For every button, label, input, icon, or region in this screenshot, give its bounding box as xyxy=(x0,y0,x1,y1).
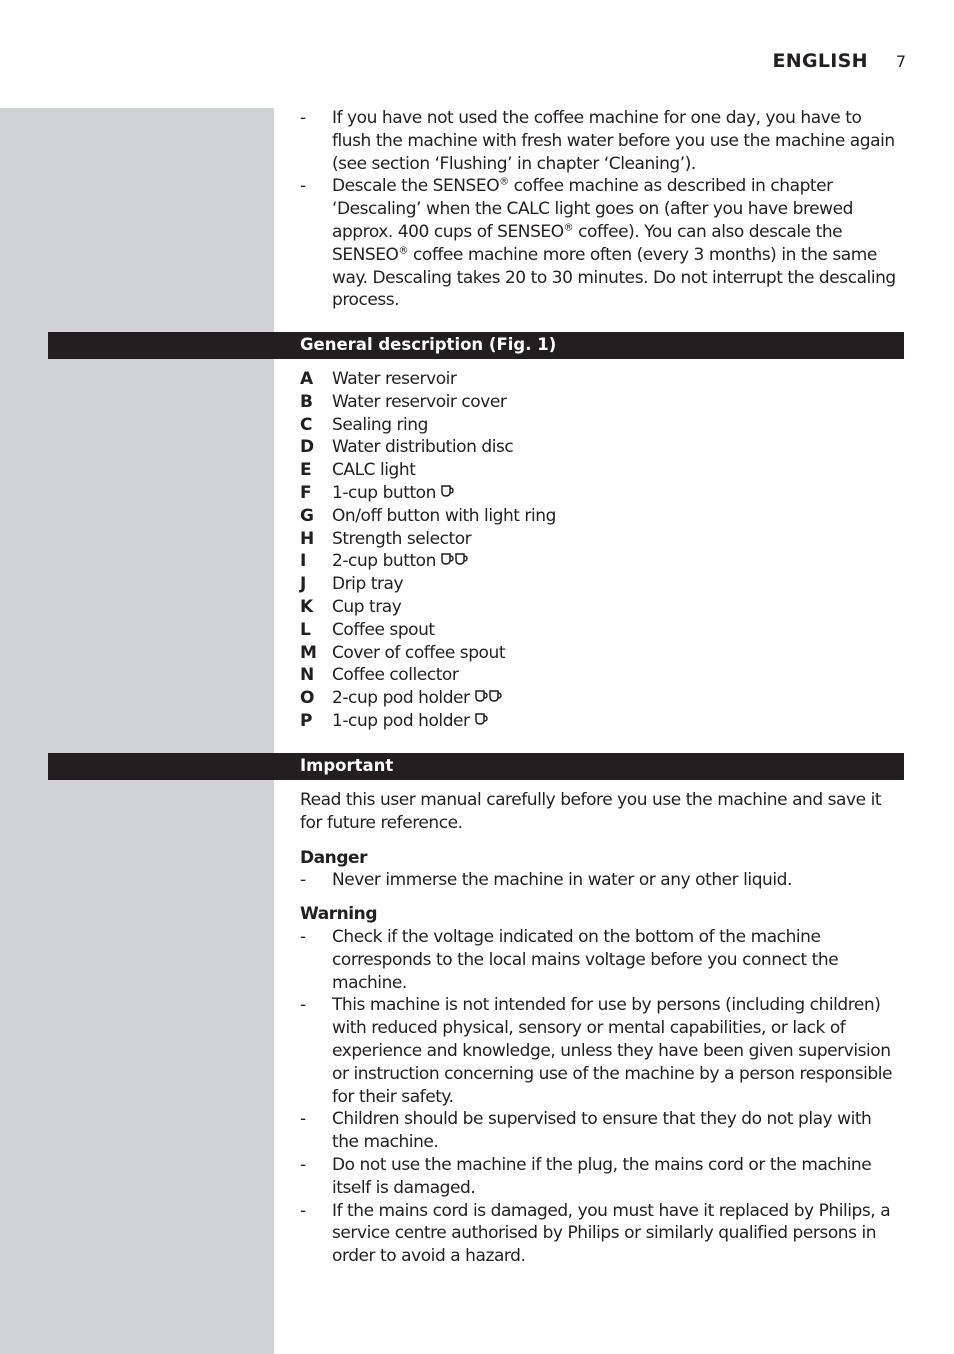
intro-paragraph: Read this user manual carefully before you use the machine and save it for future reference. xyxy=(300,790,882,833)
part-label: Water reservoir cover xyxy=(332,391,507,412)
part-letter: O xyxy=(300,688,315,709)
part-c xyxy=(300,414,898,437)
part-label: Sealing ring xyxy=(332,414,428,435)
part-label: 2-cup pod holder xyxy=(332,688,470,709)
two-cup-icon xyxy=(440,550,468,573)
part-label: Coffee spout xyxy=(332,619,435,640)
part-letter: C xyxy=(300,414,313,435)
warning-list xyxy=(300,926,898,1268)
page-header xyxy=(772,48,906,74)
part-letter: E xyxy=(300,460,312,481)
part-letter: L xyxy=(300,619,311,640)
part-j xyxy=(300,573,898,596)
part-label: CALC light xyxy=(332,460,416,481)
dash: - xyxy=(300,176,306,197)
part-letter: B xyxy=(300,391,313,412)
part-m xyxy=(300,642,898,665)
dash: - xyxy=(300,1154,306,1175)
list-item: - Never immerse the machine in water or any other liquid. xyxy=(300,870,792,891)
part-label: 2-cup button xyxy=(332,551,436,572)
part-letter: I xyxy=(300,551,306,572)
dash: - xyxy=(300,995,306,1016)
list-item: - This machine is not intended for use by persons (including children) with reduced physical, sensory or mental capabilities, or lack of experience and knowledge, unless they have been given supervision or instruction concerning use of the machine by a person responsible for their safety. xyxy=(300,995,893,1107)
part-label: Strength selector xyxy=(332,528,472,549)
part-label: Water reservoir xyxy=(332,369,457,389)
list-item: - If the mains cord is damaged, you must have it replaced by Philips, a service centre authorised by Philips or similarly qualified persons in order to avoid a hazard. xyxy=(300,1200,891,1267)
part-h xyxy=(300,528,898,551)
part-letter: F xyxy=(300,482,312,503)
parts-list xyxy=(300,368,898,733)
dash: - xyxy=(300,108,306,128)
part-b xyxy=(300,391,898,414)
part-label: Cover of coffee spout xyxy=(332,642,506,663)
registered-mark: ® xyxy=(398,245,409,257)
danger-list xyxy=(300,869,898,892)
part-label: Drip tray xyxy=(332,574,404,595)
list-item: - Check if the voltage indicated on the bottom of the machine corresponds to the local mains voltage before you connect the machine. xyxy=(300,926,839,993)
part-a xyxy=(300,368,898,391)
page-number: 7 xyxy=(895,51,906,71)
section-heading-important: Important xyxy=(48,753,904,780)
part-f xyxy=(300,482,898,505)
part-letter: K xyxy=(300,596,313,617)
part-label: Water distribution disc xyxy=(332,437,514,458)
part-label: Coffee collector xyxy=(332,665,459,686)
section-heading-general-description: General description (Fig. 1) xyxy=(48,332,904,359)
part-o xyxy=(300,687,898,710)
part-label: On/off button with light ring xyxy=(332,505,556,526)
warning-heading: Warning xyxy=(300,904,378,925)
part-letter: G xyxy=(300,505,314,526)
list-item: - Do not use the machine if the plug, the mains cord or the machine itself is damaged. xyxy=(300,1154,872,1198)
part-i xyxy=(300,550,898,573)
dash: - xyxy=(300,1200,306,1221)
gray-margin-column xyxy=(0,108,274,1354)
intro-section xyxy=(300,107,898,312)
part-p xyxy=(300,710,898,733)
intro-bullet-list xyxy=(300,107,898,312)
part-letter: H xyxy=(300,528,314,549)
danger-heading: Danger xyxy=(300,847,368,868)
language-label: ENGLISH xyxy=(772,50,868,72)
dash: - xyxy=(300,1109,306,1130)
general-description-section xyxy=(300,368,898,733)
registered-mark: ® xyxy=(563,222,574,234)
part-letter: J xyxy=(300,574,306,595)
part-l xyxy=(300,619,898,642)
cup-icon xyxy=(440,482,454,505)
cup-icon xyxy=(474,710,488,733)
part-label: 1-cup button xyxy=(332,482,436,503)
part-label: Cup tray xyxy=(332,596,402,617)
part-n xyxy=(300,664,898,687)
list-item: - If you have not used the coffee machine for one day, you have to flush the machine with fresh water before you use the machine again (see section ‘Flushing’ in chapter ‘Cleaning’). xyxy=(300,108,895,174)
dash: - xyxy=(300,870,306,891)
list-item: - Children should be supervised to ensure that they do not play with the machine. xyxy=(300,1109,872,1153)
registered-mark: ® xyxy=(499,176,509,188)
part-letter: M xyxy=(300,642,317,663)
important-section xyxy=(300,789,898,1268)
part-letter: A xyxy=(300,369,313,389)
dash: - xyxy=(300,926,306,947)
part-k xyxy=(300,596,898,619)
part-label: 1-cup pod holder xyxy=(332,710,470,731)
part-letter: P xyxy=(300,710,313,731)
part-g xyxy=(300,505,898,528)
two-cup-icon xyxy=(474,687,502,710)
part-d xyxy=(300,436,898,459)
part-e xyxy=(300,459,898,482)
list-item: - Descale the SENSEO® coffee machine as described in chapter ‘Descaling’ when the CALC light goes on (after you have brewed approx. 400 cups of SENSEO® coffee). You can also descale the SENSEO® coffee machine more often (every 3 months) in the same way. Descaling takes 20 to 30 minutes. Do not interrupt the descaling process. xyxy=(300,176,896,311)
part-letter: N xyxy=(300,665,314,686)
part-letter: D xyxy=(300,437,314,458)
